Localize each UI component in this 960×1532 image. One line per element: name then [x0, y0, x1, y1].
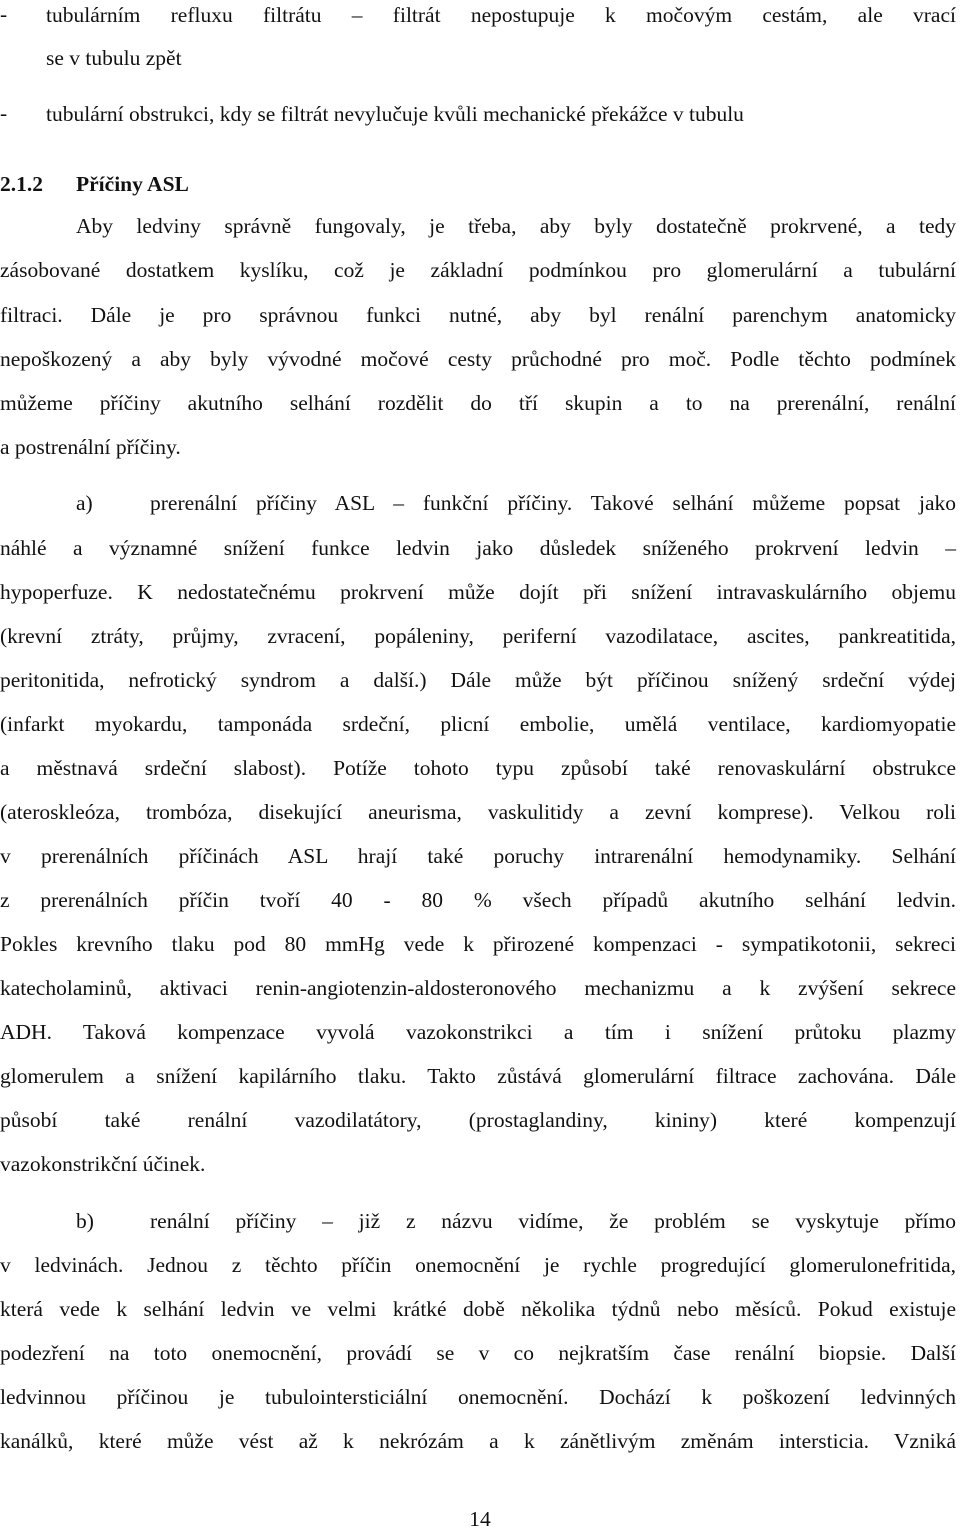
paragraph-line: náhlé a významné snížení funkce ledvin jako důsledek sníženého prokrvení ledvin –	[0, 536, 956, 560]
paragraph-line: podezření na toto onemocnění, provádí se v co nejkratším čase renální biopsie. Další	[0, 1341, 956, 1365]
paragraph-line: (krevní ztráty, průjmy, zvracení, popáleniny, periferní vazodilatace, ascites, pankreatitida,	[0, 624, 956, 648]
paragraph-line: a postrenální příčiny.	[0, 435, 181, 459]
bullet-marker: -	[0, 2, 8, 26]
paragraph-line: filtraci. Dále je pro správnou funkci nutné, aby byl renální parenchym anatomicky	[0, 303, 956, 327]
paragraph-line: (infarkt myokardu, tamponáda srdeční, plicní embolie, umělá ventilace, kardiomyopatie	[0, 712, 956, 736]
item-first-line	[76, 1208, 956, 1234]
item-label: a)	[76, 491, 93, 515]
section-heading	[0, 171, 956, 197]
paragraph-line: Pokles krevního tlaku pod 80 mmHg vede k přirozené kompenzaci - sympatikotonii, sekreci	[0, 932, 956, 956]
item-text: prerenální příčiny ASL – funkční příčiny. Takové selhání můžeme popsat jako	[150, 491, 956, 515]
item-label: b)	[76, 1209, 94, 1233]
bullet-text-line: tubulární obstrukci, kdy se filtrát nevylučuje kvůli mechanické překážce v tubulu	[46, 102, 744, 126]
paragraph-line: můžeme příčiny akutního selhání rozdělit do tří skupin a to na prerenální, renální	[0, 391, 956, 415]
paragraph-line: ledvinnou příčinou je tubulointersticiální onemocnění. Dochází k poškození ledvinných	[0, 1385, 956, 1409]
paragraph-line: glomerulem a snížení kapilárního tlaku. Takto zůstává glomerulární filtrace zachována. Dále	[0, 1064, 956, 1088]
paragraph-line: katecholaminů, aktivaci renin-angiotenzin-aldosteronového mechanizmu a k zvýšení sekrece	[0, 976, 956, 1000]
section-title: Příčiny ASL	[76, 172, 189, 196]
bullet-marker: -	[0, 101, 8, 125]
paragraph-line: Aby ledviny správně fungovaly, je třeba, aby byly dostatečně prokrvené, a tedy	[76, 214, 956, 238]
paragraph-line: hypoperfuze. K nedostatečnému prokrvení může dojít při snížení intravaskulárního objemu	[0, 580, 956, 604]
paragraph-line: která vede k selhání ledvin ve velmi krátké době několika týdnů nebo měsíců. Pokud existuje	[0, 1297, 956, 1321]
paragraph-line: kanálků, které může vést až k nekrózám a k zánětlivým změnám intersticia. Vzniká	[0, 1429, 956, 1453]
paragraph-line: (ateroskleóza, trombóza, disekující aneurisma, vaskulitidy a zevní komprese). Velkou roli	[0, 800, 956, 824]
item-text: renální příčiny – již z názvu vidíme, že problém se vyskytuje přímo	[150, 1209, 956, 1233]
item-first-line	[76, 490, 956, 516]
paragraph-line: působí také renální vazodilatátory, (prostaglandiny, kininy) které kompenzují	[0, 1108, 956, 1132]
page-number: 14	[469, 1507, 491, 1531]
bullet-text-line: se v tubulu zpět	[46, 46, 182, 70]
bullet-text-line: tubulárním refluxu filtrátu – filtrát nepostupuje k močovým cestám, ale vrací	[46, 3, 956, 27]
paragraph-line: vazokonstrikční účinek.	[0, 1152, 206, 1176]
paragraph-line: ADH. Taková kompenzace vyvolá vazokonstrikci a tím i snížení průtoku plazmy	[0, 1020, 956, 1044]
paragraph-line: z prerenálních příčin tvoří 40 - 80 % všech případů akutního selhání ledvin.	[0, 888, 956, 912]
paragraph-line: peritonitida, nefrotický syndrom a další.) Dále může být příčinou snížený srdeční výdej	[0, 668, 956, 692]
paragraph-line: a městnavá srdeční slabost). Potíže tohoto typu způsobí také renovaskulární obstrukce	[0, 756, 956, 780]
paragraph-line: v ledvinách. Jednou z těchto příčin onemocnění je rychle progredující glomerulonefritida,	[0, 1253, 956, 1277]
paragraph-line: nepoškozený a aby byly vývodné močové cesty průchodné pro moč. Podle těchto podmínek	[0, 347, 956, 371]
paragraph-line: zásobované dostatkem kyslíku, což je základní podmínkou pro glomerulární a tubulární	[0, 258, 956, 282]
section-number: 2.1.2	[0, 172, 43, 196]
paragraph-line: v prerenálních příčinách ASL hrají také poruchy intrarenální hemodynamiky. Selhání	[0, 844, 956, 868]
